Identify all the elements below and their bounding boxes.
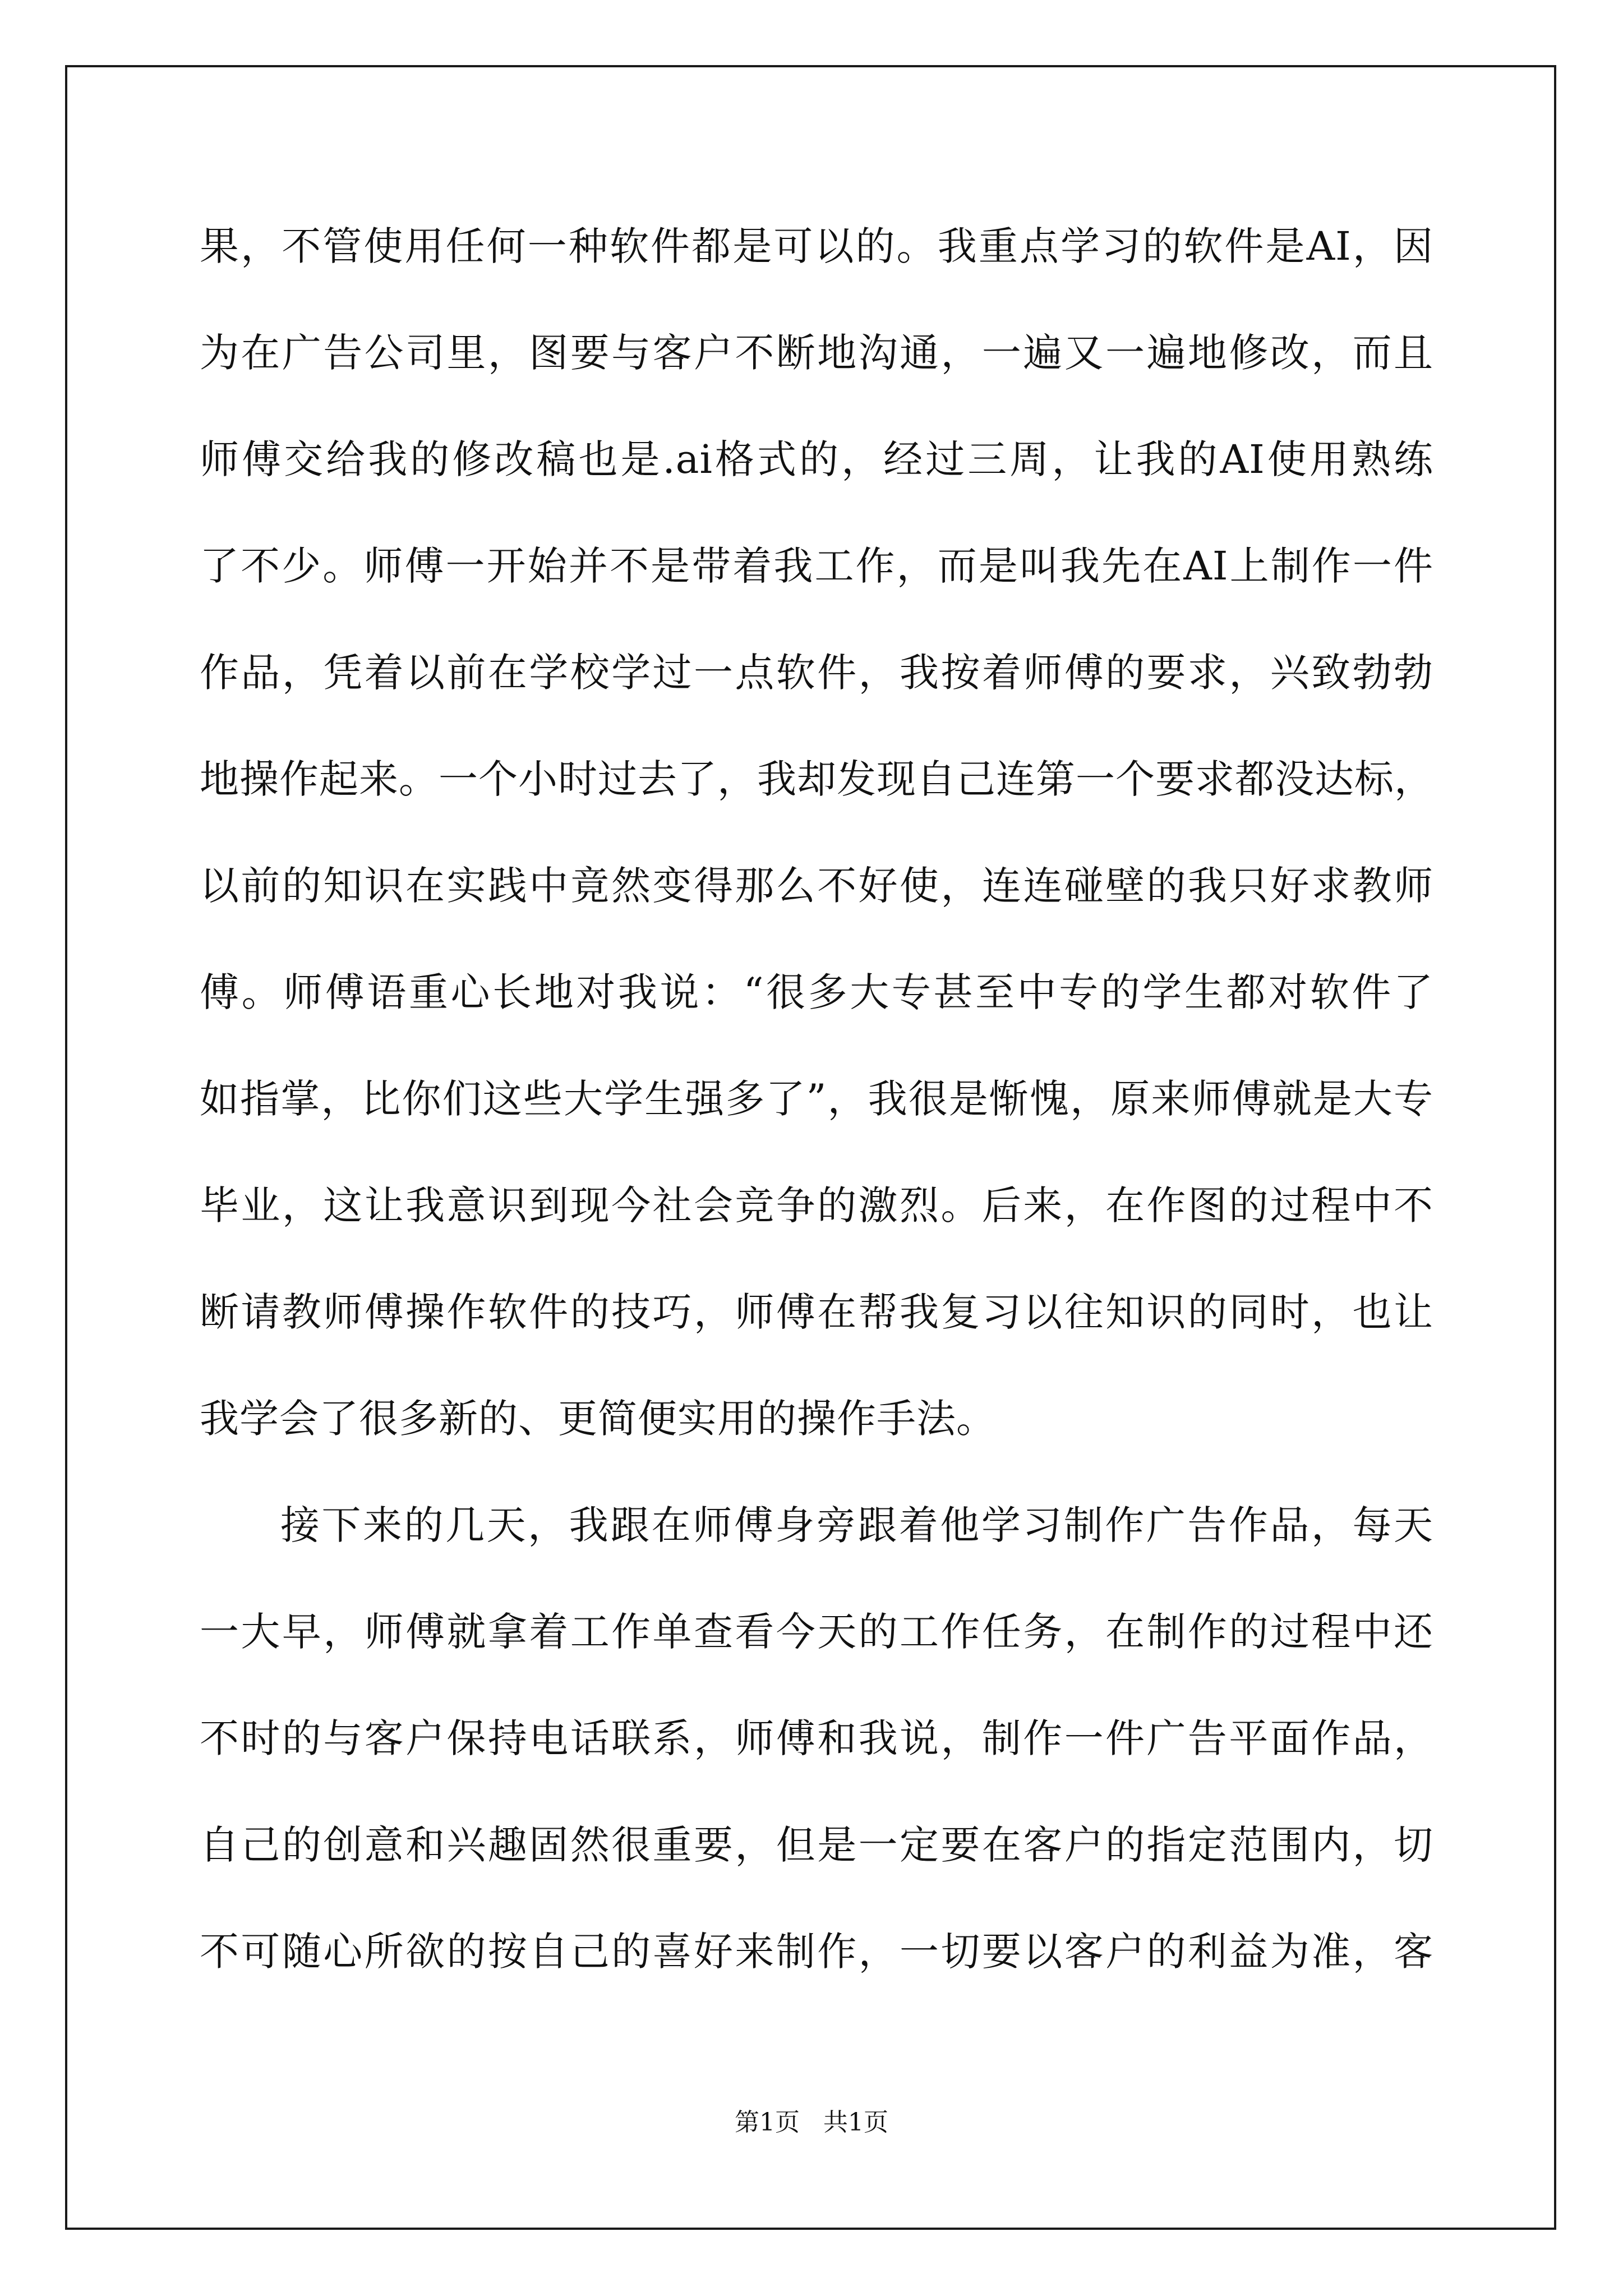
text-line: 傅。师傅语重心长地对我说：“很多大专甚至中专的学生都对软件了 xyxy=(200,969,1433,1015)
text-line: 如指掌，比你们这些大学生强多了”，我很是惭愧，原来师傅就是大专 xyxy=(200,1076,1433,1122)
page-number-footer: 第1页 共1页 xyxy=(735,2108,888,2137)
text-line: 地操作起来。一个小时过去了，我却发现自己连第一个要求都没达标， xyxy=(200,756,1434,802)
text-line: 一大早，师傅就拿着工作单查看今天的工作任务，在制作的过程中还 xyxy=(200,1609,1433,1655)
text-line: 不时的与客户保持电话联系，师傅和我说，制作一件广告平面作品， xyxy=(200,1715,1433,1761)
text-line: 师傅交给我的修改稿也是.ai格式的，经过三周，让我的AI使用熟练 xyxy=(200,436,1433,482)
text-line: 以前的知识在实践中竟然变得那么不好使，连连碰壁的我只好求教师 xyxy=(200,863,1433,909)
paragraph-end-line: 我学会了很多新的、更简便实用的操作手法。 xyxy=(200,1396,996,1442)
text-line: 断请教师傅操作软件的技巧，师傅在帮我复习以往知识的同时，也让 xyxy=(200,1289,1433,1335)
text-line: 为在广告公司里，图要与客户不断地沟通，一遍又一遍地修改，而且 xyxy=(200,330,1433,376)
text-line: 毕业，这让我意识到现今社会竞争的激烈。后来，在作图的过程中不 xyxy=(200,1182,1433,1228)
text-line: 作品，凭着以前在学校学过一点软件，我按着师傅的要求，兴致勃勃 xyxy=(200,650,1433,696)
paragraph-first-line: 接下来的几天，我跟在师傅身旁跟着他学习制作广告作品，每天 xyxy=(280,1502,1433,1548)
text-line: 了不少。师傅一开始并不是带着我工作，而是叫我先在AI上制作一件 xyxy=(200,543,1433,589)
document-body xyxy=(200,215,1433,2027)
text-line: 果，不管使用任何一种软件都是可以的。我重点学习的软件是AI，因 xyxy=(200,223,1433,269)
text-line: 不可随心所欲的按自己的喜好来制作，一切要以客户的利益为准，客 xyxy=(200,1929,1433,1975)
text-line: 自己的创意和兴趣固然很重要，但是一定要在客户的指定范围内，切 xyxy=(200,1822,1433,1868)
